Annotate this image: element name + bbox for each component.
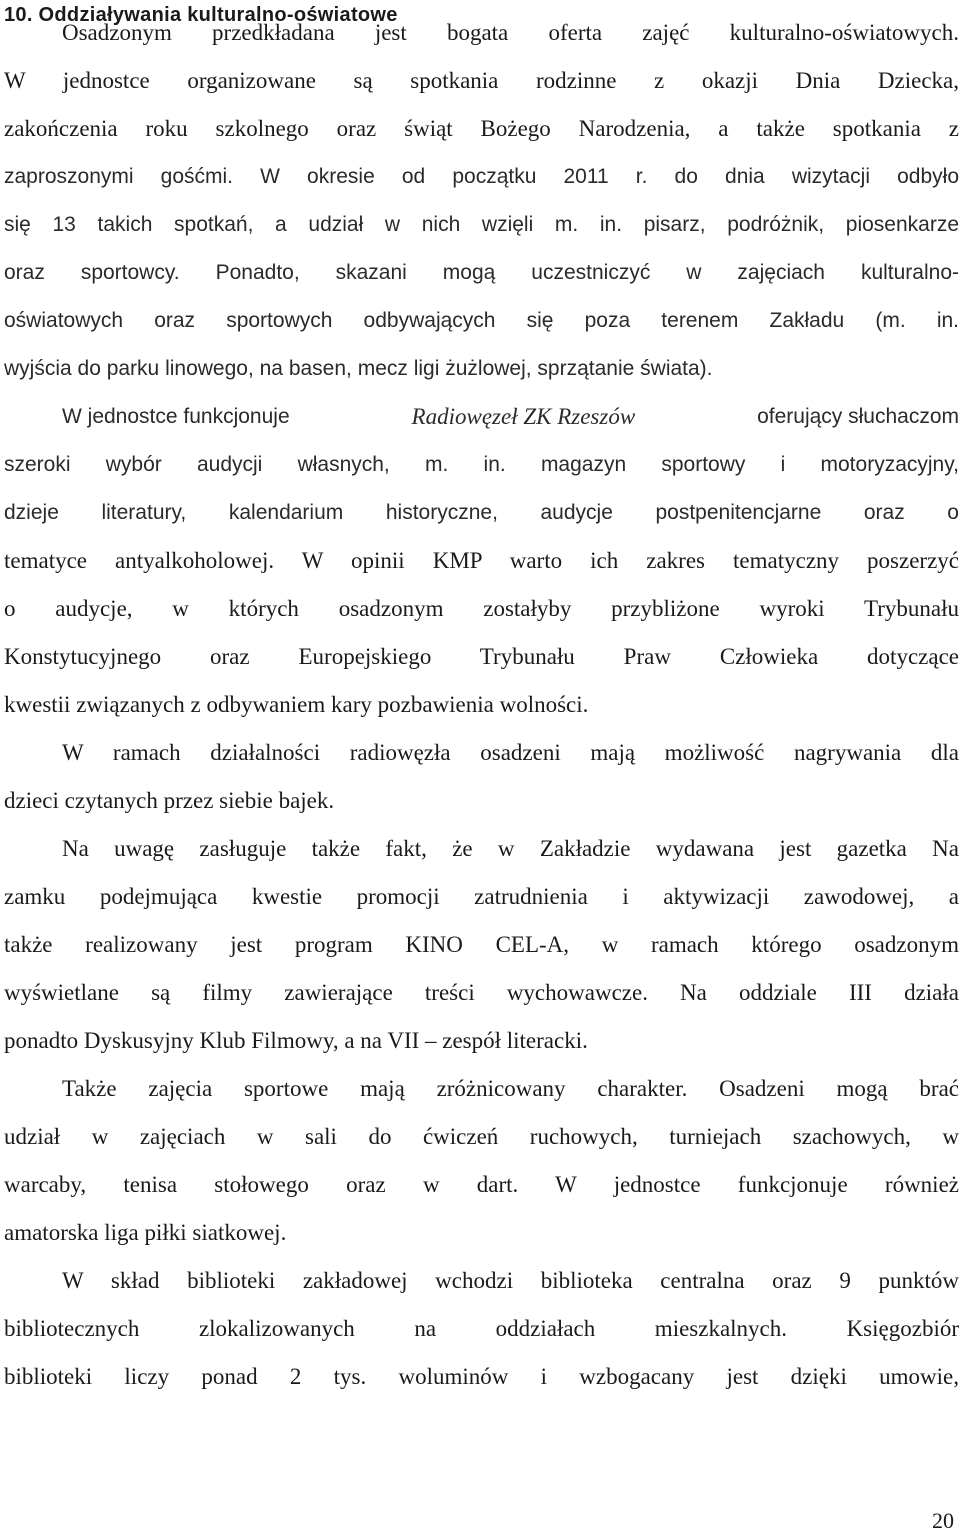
text-line: warcaby, tenisa stołowego oraz w dart. W jednostce funkcjonuje również <box>4 1172 959 1197</box>
text-line: ponadto Dyskusyjny Klub Filmowy, a na VII – zespół literacki. <box>4 1028 588 1053</box>
text-line: oświatowych oraz sportowych odbywających się poza terenem Zakładu (m. in. <box>4 309 959 332</box>
text-line: oraz sportowcy. Ponadto, skazani mogą uczestniczyć w zajęciach kulturalno- <box>4 261 959 284</box>
text-line: wyjścia do parku linowego, na basen, mecz ligi żużlowej, sprzątanie świata). <box>4 357 713 380</box>
text-line: szeroki wybór audycji własnych, m. in. magazyn sportowy i motoryzacyjny, <box>4 453 959 476</box>
text-line: zakończenia roku szkolnego oraz świąt Bożego Narodzenia, a także spotkania z <box>4 116 959 141</box>
text-line: dzieje literatury, kalendarium historyczne, audycje postpenitencjarne oraz o <box>4 501 959 524</box>
text-line: wyświetlane są filmy zawierające treści wychowawcze. Na oddziale III działa <box>4 980 959 1005</box>
text-line: Na uwagę zasługuje także fakt, że w Zakładzie wydawana jest gazetka Na <box>62 836 959 861</box>
text-line: W ramach działalności radiowęzła osadzeni mają możliwość nagrywania dla <box>62 740 959 765</box>
text-line: Konstytucyjnego oraz Europejskiego Trybunału Praw Człowieka dotyczące <box>4 644 959 669</box>
radio-station-name: Radiowęzeł ZK Rzeszów <box>411 404 636 429</box>
text-fragment: W jednostce funkcjonuje <box>62 405 290 428</box>
text-line: amatorska liga piłki siatkowej. <box>4 1220 287 1245</box>
section-heading: 10. Oddziaływania kulturalno-oświatowe <box>4 4 398 26</box>
text-fragment: oferujący słuchaczom <box>757 405 959 428</box>
text-line: udział w zajęciach w sali do ćwiczeń ruchowych, turniejach szachowych, w <box>4 1124 959 1149</box>
page-number: 20 <box>932 1508 954 1533</box>
text-line: W jednostce organizowane są spotkania rodzinne z okazji Dnia Dziecka, <box>4 68 959 93</box>
text-line: zaproszonymi gośćmi. W okresie od początku 2011 r. do dnia wizytacji odbyło <box>4 165 959 188</box>
text-line: bibliotecznych zlokalizowanych na oddziałach mieszkalnych. Księgozbiór <box>4 1316 959 1341</box>
radio-line <box>62 402 959 432</box>
text-line: także realizowany jest program KINO CEL-A, w ramach którego osadzonym <box>4 932 959 957</box>
text-line: Także zajęcia sportowe mają zróżnicowany charakter. Osadzeni mogą brać <box>62 1076 959 1101</box>
text-line: dzieci czytanych przez siebie bajek. <box>4 788 335 813</box>
text-line: zamku podejmująca kwestie promocji zatrudnienia i aktywizacji zawodowej, a <box>4 884 959 909</box>
text-line: W skład biblioteki zakładowej wchodzi biblioteka centralna oraz 9 punktów <box>62 1268 959 1293</box>
text-line: o audycje, w których osadzonym zostałyby przybliżone wyroki Trybunału <box>4 596 959 621</box>
text-line: Osadzonym przedkładana jest bogata oferta zajęć kulturalno-oświatowych. <box>62 20 959 45</box>
text-line: się 13 takich spotkań, a udział w nich wzięli m. in. pisarz, podróżnik, piosenkarze <box>4 213 959 236</box>
text-line: kwestii związanych z odbywaniem kary pozbawienia wolności. <box>4 692 589 717</box>
text-line: tematyce antyalkoholowej. W opinii KMP warto ich zakres tematyczny poszerzyć <box>4 548 959 573</box>
text-line: biblioteki liczy ponad 2 tys. woluminów i wzbogacany jest dzięki umowie, <box>4 1364 959 1389</box>
